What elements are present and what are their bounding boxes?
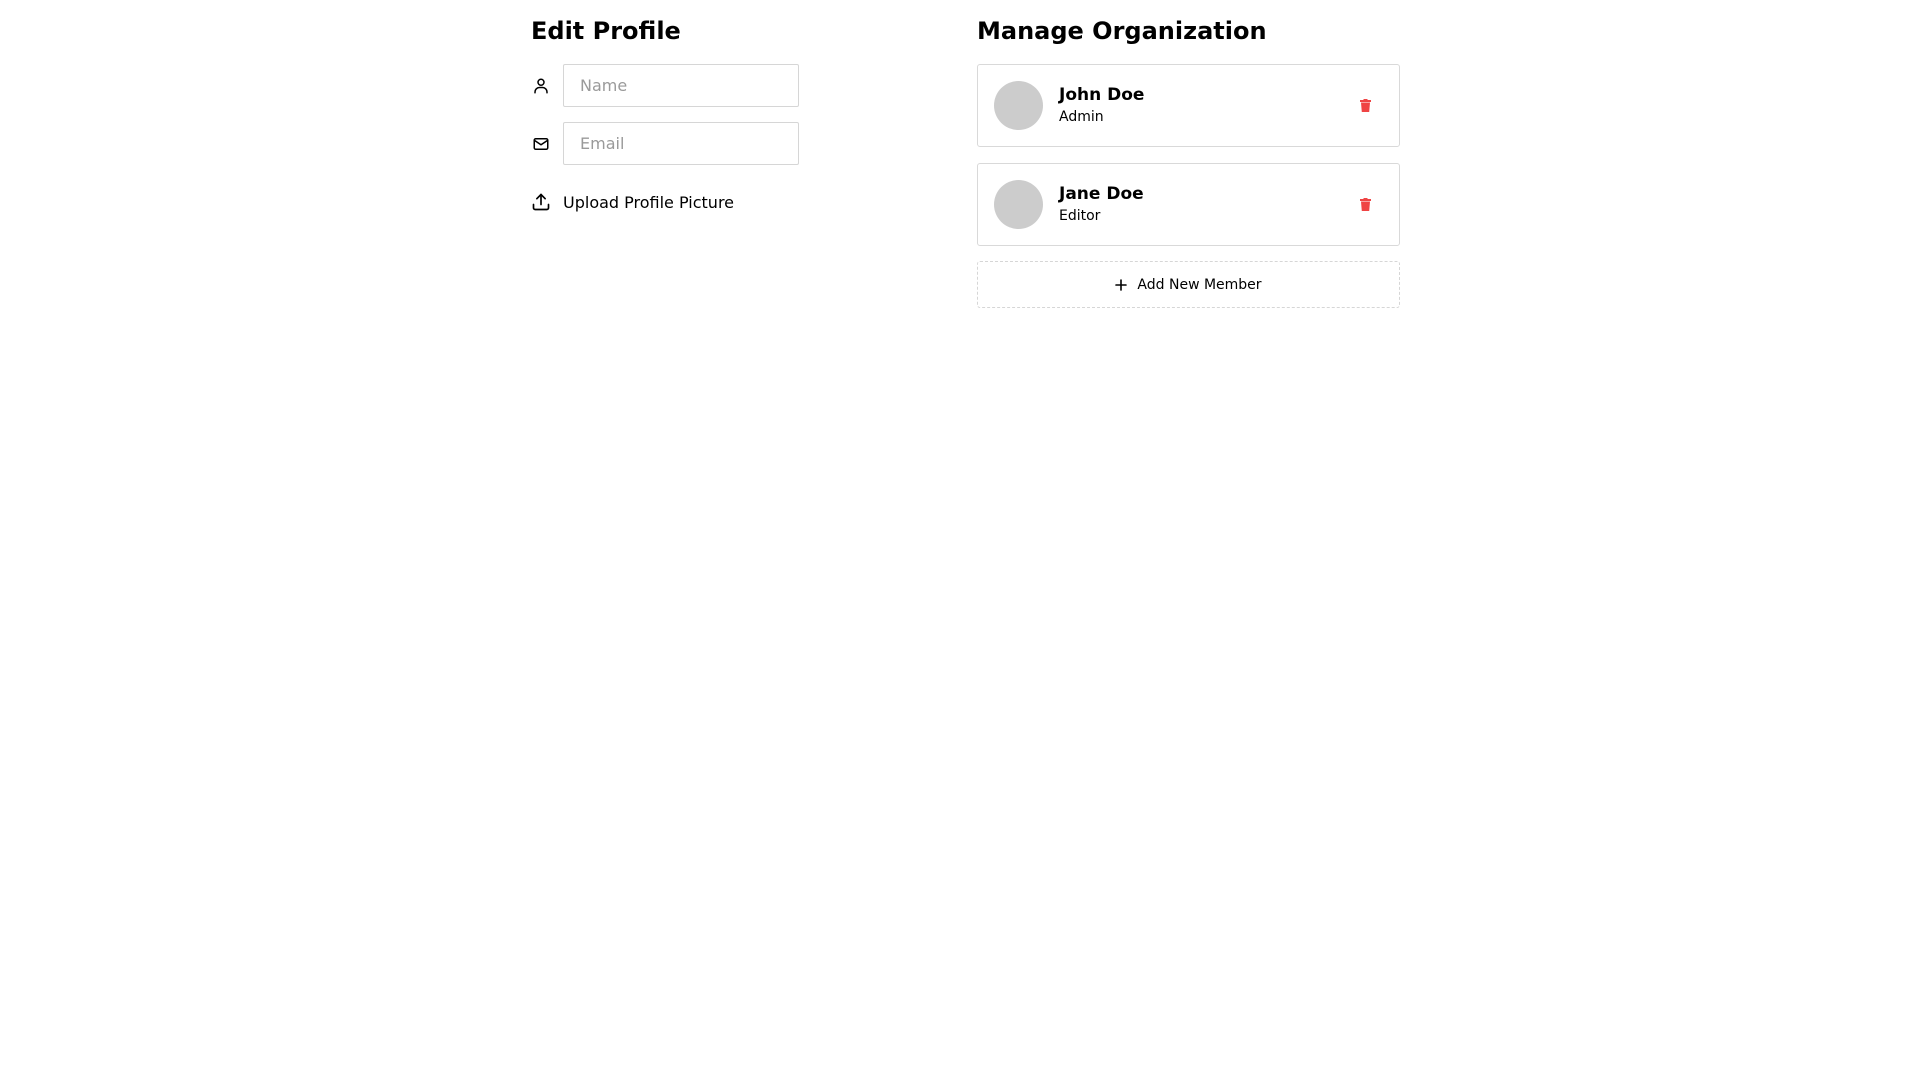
trash-icon <box>1360 99 1371 112</box>
email-field-row <box>531 122 799 165</box>
member-info <box>1059 84 1144 128</box>
plus-icon <box>1115 279 1127 291</box>
upload-profile-picture-label: Upload Profile Picture <box>563 192 735 212</box>
member-card <box>977 64 1400 147</box>
mail-icon <box>531 134 551 154</box>
user-icon <box>531 76 551 96</box>
member-card <box>977 163 1400 246</box>
delete-member-button[interactable] <box>1357 98 1373 114</box>
trash-icon <box>1360 198 1371 211</box>
upload-icon <box>531 192 551 212</box>
avatar <box>994 180 1043 229</box>
delete-member-button[interactable] <box>1357 197 1373 213</box>
member-role: Editor <box>1059 207 1101 224</box>
member-name: Jane Doe <box>1059 183 1144 204</box>
manage-organization-section <box>977 13 1400 293</box>
edit-profile-title: Edit Profile <box>531 17 681 45</box>
edit-profile-section <box>531 13 831 212</box>
add-new-member-button[interactable] <box>977 261 1400 308</box>
name-field-row <box>531 64 799 107</box>
name-input[interactable] <box>563 64 799 107</box>
upload-profile-picture-button[interactable] <box>531 192 734 212</box>
member-info <box>1059 183 1144 227</box>
member-name: John Doe <box>1059 84 1145 105</box>
member-role: Admin <box>1059 108 1104 125</box>
manage-organization-title: Manage Organization <box>977 17 1267 45</box>
add-new-member-label: Add New Member <box>1137 276 1262 293</box>
avatar <box>994 81 1043 130</box>
email-input[interactable] <box>563 122 799 165</box>
